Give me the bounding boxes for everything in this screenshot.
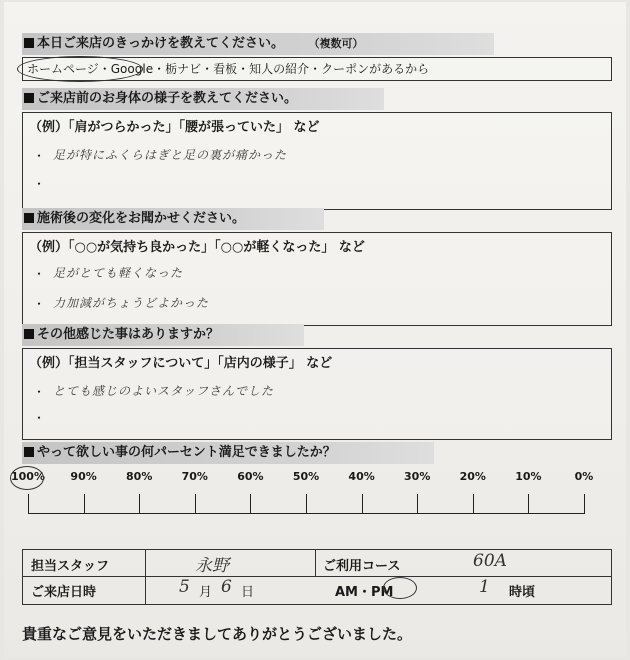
scale-label: 50% [292,470,320,483]
example-text: （例）「担当スタッフについて」「店内の様子」 など [29,356,333,371]
scale-tick [584,494,585,514]
survey-sheet [4,2,626,658]
section-heading-visit-reason: 本日ご来店のきっかけを教えてください。 （複数可） [22,33,494,55]
section-heading-satisfaction: やって欲しい事の何パーセント満足できましたか？ [22,442,434,464]
selected-option-circle [17,56,143,82]
bullet: ・ [33,385,46,399]
visit-reason-box [22,57,612,81]
thank-you-message: 貴重なご意見をいただきましてありがとうございました。 [22,625,413,643]
visit-day: 6 [221,577,232,597]
hour-unit: 時頃 [509,585,536,600]
scale-tick [195,494,196,514]
scale-tick [28,494,29,514]
bullet: ・ [33,149,46,163]
body-before-box [22,112,612,210]
handwritten-answer: 力加減がちょうどよかった [53,296,210,310]
bullet: ・ [33,297,46,311]
other-comments-box [22,348,612,440]
course-label: ご利用コース [323,559,401,574]
bullet: ・ [33,411,46,425]
section-heading-body-before: ご来店前のお身体の様子を教えてください。 [22,88,384,110]
scale-label: 0% [574,470,594,483]
example-text: （例）「肩がつらかった」「腰が張っていた」 など [29,120,320,135]
day-unit: 日 [241,585,255,600]
table-column-divider [315,550,316,577]
visit-month: 5 [179,577,190,597]
visit-hour: 1 [479,577,490,597]
staff-name: 永野 [195,556,229,576]
course-value: 60A [473,551,507,571]
square-bullet-icon [24,447,34,457]
scale-label: 20% [459,470,486,483]
table-row-divider [23,576,611,577]
scale-tick [473,494,474,514]
multiple-choice-note: （複数可） [314,37,364,50]
scale-label: 100% [11,470,45,483]
scale-label: 10% [515,470,542,483]
example-text: （例）「○○が気持ち良かった」「○○が軽くなった」 など [29,240,365,255]
scale-label: 30% [404,470,431,483]
selected-percent-circle [10,466,44,490]
scale-tick [84,494,85,514]
square-bullet-icon [24,213,34,223]
square-bullet-icon [24,38,34,48]
scale-tick [306,494,307,514]
scale-label: 80% [126,470,153,483]
visit-reason-options: ホームページ・Google・栃ナビ・看板・知人の紹介・クーポンがあるから [27,62,430,76]
handwritten-answer: 足が特にふくらはぎと足の裏が痛かった [53,148,288,162]
section-heading-after-treatment: 施術後の変化をお聞かせください。 [22,208,324,230]
section-heading-other-comments: その他感じた事はありますか？ [22,324,304,346]
table-column-divider [145,550,146,604]
handwritten-answer: 足がとても軽くなった [53,266,184,280]
satisfaction-scale [11,470,610,534]
bullet: ・ [33,267,46,281]
scale-label: 90% [70,470,97,483]
after-treatment-box [22,232,612,326]
bullet: ・ [33,177,46,191]
staff-label: 担当スタッフ [31,559,110,574]
scale-tick [250,494,251,514]
scale-tick [362,494,363,514]
scale-label: 40% [348,470,375,483]
square-bullet-icon [24,329,34,339]
month-unit: 月 [199,585,213,600]
visit-info-table [22,549,612,605]
scale-label: 60% [237,470,264,483]
pm-selected-circle [383,577,417,599]
square-bullet-icon [24,93,34,103]
scale-tick [528,494,529,514]
am-pm-options: AM・PM [335,585,394,600]
handwritten-answer: とても感じのよいスタッフさんでした [53,384,275,398]
scale-label: 70% [181,470,208,483]
scale-tick [417,494,418,514]
visit-date-label: ご来店日時 [31,585,97,600]
scale-tick [139,494,140,514]
